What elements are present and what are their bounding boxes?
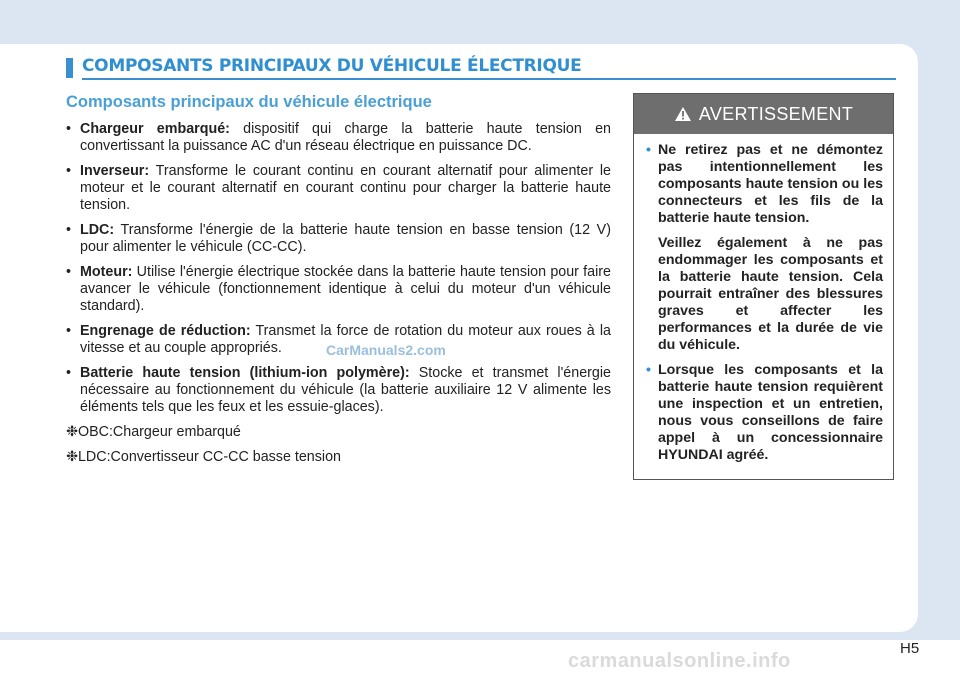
list-item <box>66 121 611 155</box>
warning-header <box>634 94 893 134</box>
header-accent-bar <box>66 58 73 78</box>
bullet-text: Transforme le courant continu en courant alternatif pour alimenter le moteur et le courant alternatif en courant continu pour charger la batterie haute tension. <box>80 163 611 213</box>
section-title: COMPOSANTS PRINCIPAUX DU VÉHICULE ÉLECTRIQUE <box>82 56 582 76</box>
warning-body <box>634 134 893 464</box>
bullet-dot: • <box>646 362 651 378</box>
bullet-term: Batterie haute tension (lithium-ion polymère): <box>80 365 410 381</box>
page-bottom-margin <box>0 640 960 676</box>
bullet-dot: • <box>66 163 72 179</box>
bullet-term: Chargeur embarqué: <box>80 121 230 137</box>
list-item <box>66 264 611 315</box>
watermark-overlay: CarManuals2.com <box>326 342 446 358</box>
bullet-text: Transmet la force de rotation du moteur aux roues à la vitesse et au couple appropriés. <box>80 323 611 356</box>
warning-item <box>646 142 883 227</box>
list-item <box>66 222 611 256</box>
warning-triangle-icon <box>674 106 692 122</box>
watermark-footer: carmanualsonline.info <box>568 650 791 672</box>
bullet-text: dispositif qui charge la batterie haute tension en convertissant la puissance AC d'un réseau électrique en puissance DC. <box>80 121 611 154</box>
header-rule <box>82 78 896 80</box>
bullet-term: Moteur: <box>80 264 133 280</box>
list-item <box>66 365 611 416</box>
content-subtitle: Composants principaux du véhicule électrique <box>66 93 432 111</box>
bullet-dot: • <box>66 264 72 280</box>
main-content <box>66 94 611 474</box>
bullet-dot: • <box>66 365 72 381</box>
bullet-text: Stocke et transmet l'énergie nécessaire au fonctionnement du véhicule (la batterie auxiliaire 12 V alimente les éléments tels que les feux et les essuie-glaces). <box>80 365 611 415</box>
page-number: H5 <box>900 640 920 657</box>
warning-text: Ne retirez pas et ne démontez pas intentionnellement les composants haute tension ou les connecteurs et les fils de la batterie haute tension. <box>658 142 883 226</box>
bullet-dot: • <box>66 121 72 137</box>
bullet-dot: • <box>66 323 72 339</box>
bullet-term: Inverseur: <box>80 163 150 179</box>
bullet-text: Transforme l'énergie de la batterie haute tension en basse tension (12 V) pour alimenter le véhicule (CC-CC). <box>80 222 611 255</box>
bullet-dot: • <box>646 142 651 158</box>
bullet-dot: • <box>66 222 72 238</box>
footnote-obc: ❉OBC:Chargeur embarqué <box>66 424 241 440</box>
warning-item-continuation <box>646 235 883 354</box>
warning-text: Lorsque les composants et la batterie haute tension requièrent une inspection et un entretien, nous vous conseillons de faire appel à un concessionnaire HYUNDAI agréé. <box>658 362 883 463</box>
bullet-term: Engrenage de réduction: <box>80 323 251 339</box>
warning-text: Veillez également à ne pas endommager les composants et la batterie haute tension. Cela pourrait entraîner des blessures graves et affecter les performances et la durée de vie du véhicule. <box>658 235 883 353</box>
bullet-term: LDC: <box>80 222 115 238</box>
warning-item <box>646 362 883 464</box>
list-item <box>66 163 611 214</box>
warning-box <box>633 93 894 480</box>
warning-title: AVERTISSEMENT <box>698 103 854 124</box>
footnote-ldc: ❉LDC:Convertisseur CC-CC basse tension <box>66 449 341 465</box>
bullet-text: Utilise l'énergie électrique stockée dans la batterie haute tension pour faire avancer le véhicule (fonctionnement identique à celui du moteur d'un véhicule standard). <box>80 264 611 314</box>
